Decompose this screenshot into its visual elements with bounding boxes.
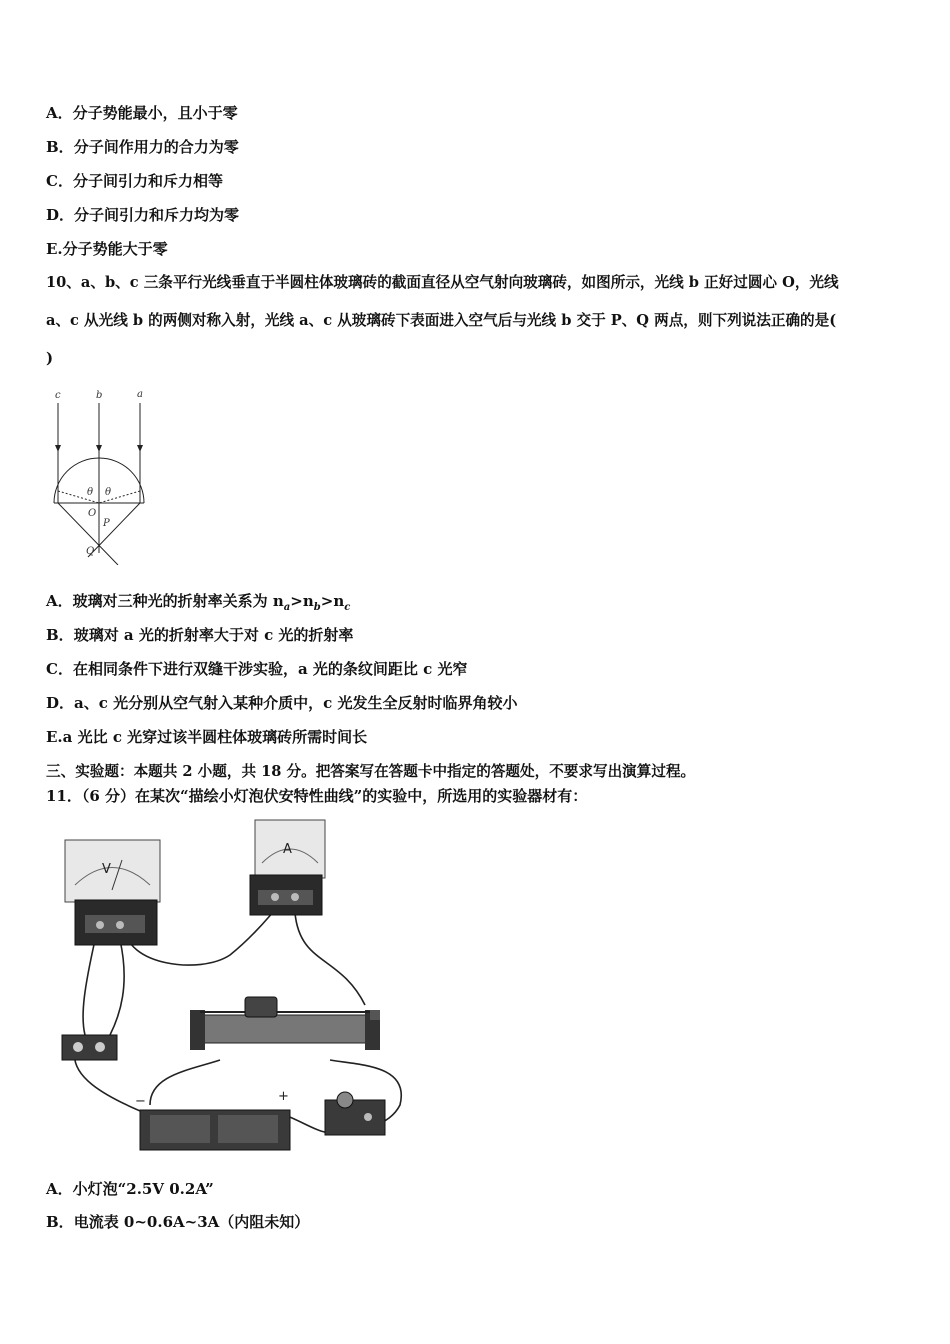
label-a: a [137, 389, 143, 400]
battery-minus-label: − [135, 1094, 146, 1109]
arrow-a [137, 445, 143, 452]
q9-option-c: C．分子间引力和斥力相等 [46, 172, 223, 190]
voltmeter [65, 840, 160, 945]
q11-option-a: A．小灯泡“2.5V 0.2A” [46, 1180, 214, 1198]
q10-semicircle-figure [40, 385, 170, 565]
wire-rheostat-to-battery [150, 1060, 220, 1105]
wire-a-to-rheostat [295, 913, 365, 1005]
q11-option-b: B．电流表 0~0.6A~3A（内阻未知） [46, 1213, 310, 1231]
q9-option-e: E.分子势能大于零 [46, 240, 168, 258]
label-theta-left: θ [87, 487, 94, 498]
label-c: c [55, 390, 61, 401]
battery-holder [135, 1089, 290, 1150]
q10-stem-line2: a、c 从光线 b 的两侧对称入射，光线 a、c 从玻璃砖下表面进入空气后与光线 b 交于 P、Q 两点，则下列说法正确的是( [46, 312, 837, 329]
q10-stem-line1: 10、a、b、c 三条平行光线垂直于半圆柱体玻璃砖的截面直径从空气射向玻璃砖，如图所示，光线 b 正好过圆心 O，光线 [46, 274, 839, 291]
q10-option-e: E.a 光比 c 光穿过该半圆柱体玻璃砖所需时间长 [46, 728, 368, 746]
q10-stem-line3: ) [46, 349, 54, 367]
ammeter [250, 820, 325, 915]
q9-option-b: B．分子间作用力的合力为零 [46, 138, 239, 156]
arrow-c [55, 445, 61, 452]
label-O: O [88, 508, 97, 519]
q10-option-d: D．a、c 光分别从空气射入某种介质中，c 光发生全反射时临界角较小 [46, 694, 518, 712]
q10-option-b: B．玻璃对 a 光的折射率大于对 c 光的折射率 [46, 626, 354, 644]
battery-plus-label: + [278, 1089, 289, 1104]
q9-option-a: A．分子势能最小，且小于零 [46, 104, 238, 122]
switch [62, 1035, 117, 1060]
label-theta-right: θ [105, 487, 112, 498]
bulb-holder [325, 1092, 385, 1135]
rheostat [190, 997, 380, 1050]
q11-stem: 11．（6 分）在某次“描绘小灯泡伏安特性曲线”的实验中，所选用的实验器材有： [46, 787, 588, 805]
label-b: b [96, 390, 103, 401]
wire-v-to-switch [83, 940, 95, 1035]
label-P: P [103, 518, 110, 529]
voltmeter-label: V [102, 862, 111, 877]
wire-v-to-switch2 [110, 940, 124, 1035]
q11-apparatus-figure [40, 815, 420, 1160]
arrow-b [96, 445, 102, 452]
ammeter-label: A [283, 842, 292, 857]
q10-option-c: C．在相同条件下进行双缝干涉实验，a 光的条纹间距比 c 光窄 [46, 660, 468, 678]
section3-heading: 三、实验题：本题共 2 小题，共 18 分。把答案写在答题卡中指定的答题处，不要求写出演算过程。 [46, 763, 696, 780]
label-Q: Q [86, 546, 95, 557]
q10-option-a: A．玻璃对三种光的折射率关系为 $n_a>n_b>n_c$ [46, 592, 351, 613]
q9-option-d: D．分子间引力和斥力均为零 [46, 206, 240, 224]
